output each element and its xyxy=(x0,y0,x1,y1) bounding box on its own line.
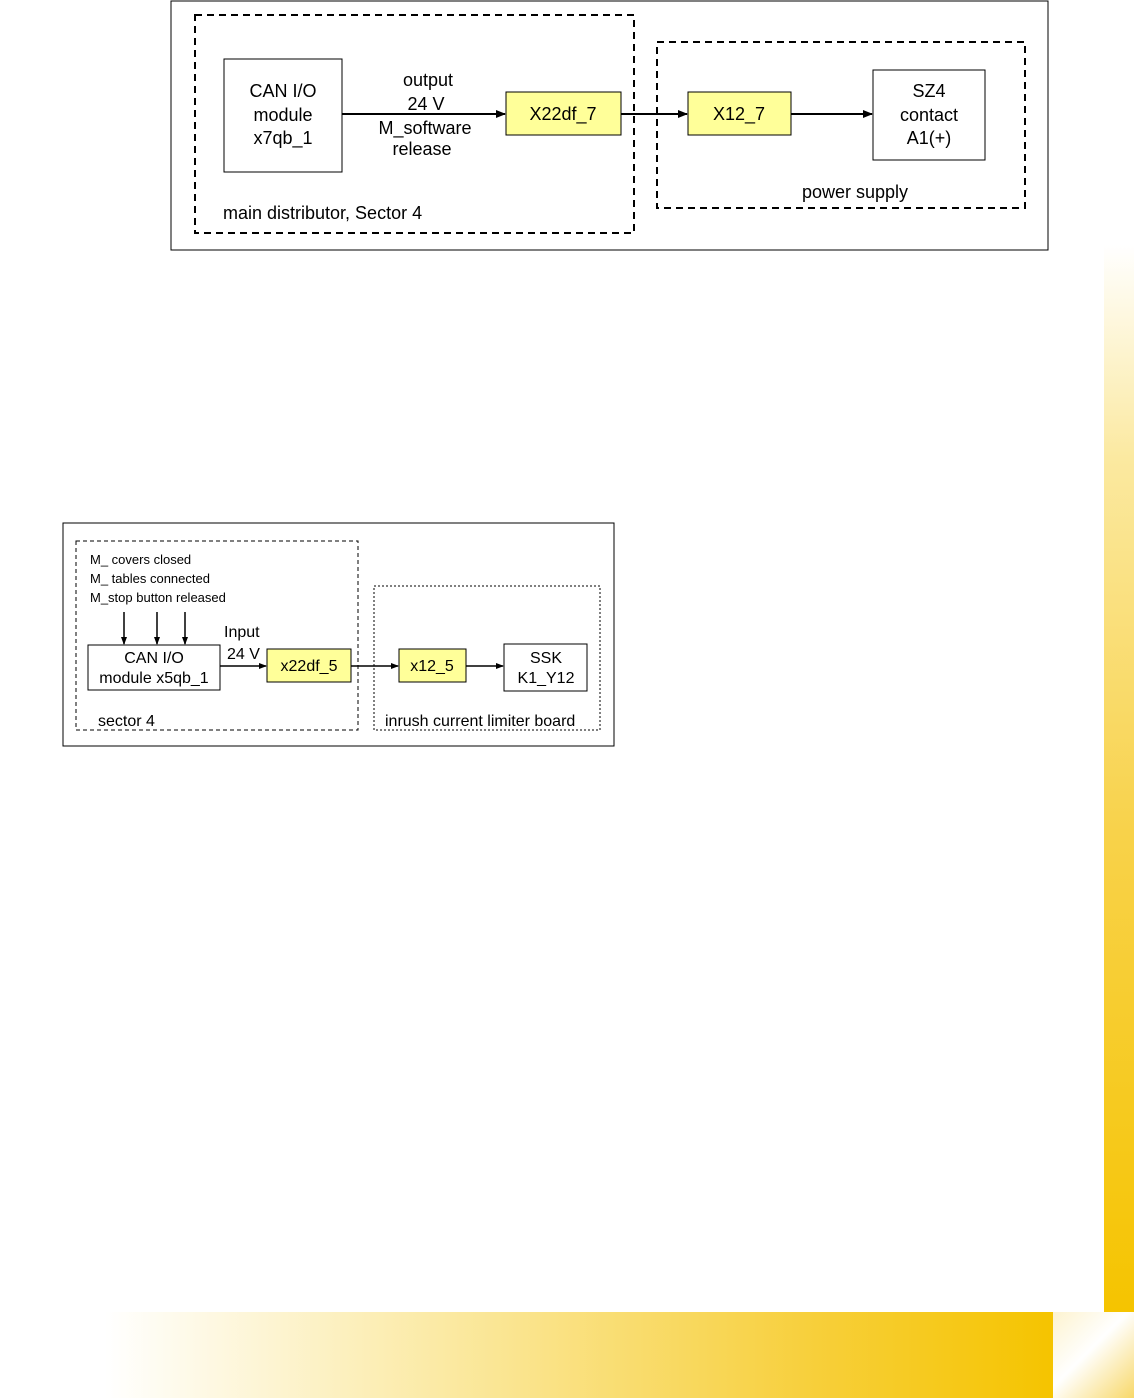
signal-covers-closed: M_ covers closed xyxy=(90,552,192,567)
decorative-bottom-band xyxy=(105,1312,1053,1398)
output-label-line1: output xyxy=(402,70,454,90)
sector-4-label: sector 4 xyxy=(98,713,155,730)
sz4-line3: A1(+) xyxy=(906,128,952,148)
signal-stop-button-released: M_stop button released xyxy=(90,590,226,605)
can-io-x5qb-line2: module x5qb_1 xyxy=(99,670,209,687)
x22df-7-label: X22df_7 xyxy=(529,104,597,124)
main-distributor-label: main distributor, Sector 4 xyxy=(223,203,423,223)
decorative-corner xyxy=(1053,1312,1134,1398)
sz4-line2: contact xyxy=(899,105,959,125)
output-label-line2: 24 V xyxy=(407,94,445,114)
output-label-line4: release xyxy=(392,139,452,159)
decorative-right-band xyxy=(1104,245,1134,1312)
diagram-2 xyxy=(60,520,620,752)
signal-tables-connected: M_ tables connected xyxy=(90,571,210,586)
can-io-module-line3: x7qb_1 xyxy=(253,128,313,148)
x22df-5-label: x22df_5 xyxy=(280,658,338,675)
diagram-1 xyxy=(0,0,1134,260)
can-io-x5qb-line1: CAN I/O xyxy=(124,650,184,667)
ssk-line2: K1_Y12 xyxy=(517,670,575,687)
input-label-line1: Input xyxy=(224,624,260,641)
can-io-module-line2: module xyxy=(253,105,313,125)
output-label-line3: M_software xyxy=(378,118,472,138)
ssk-line1: SSK xyxy=(529,650,563,667)
x12-7-label: X12_7 xyxy=(712,104,766,124)
sz4-line1: SZ4 xyxy=(912,81,946,101)
power-supply-label: power supply xyxy=(801,182,909,202)
inrush-label: inrush current limiter board xyxy=(385,713,576,730)
x12-5-label: x12_5 xyxy=(410,658,454,675)
input-label-line2: 24 V xyxy=(227,646,260,663)
can-io-module-line1: CAN I/O xyxy=(249,81,317,101)
